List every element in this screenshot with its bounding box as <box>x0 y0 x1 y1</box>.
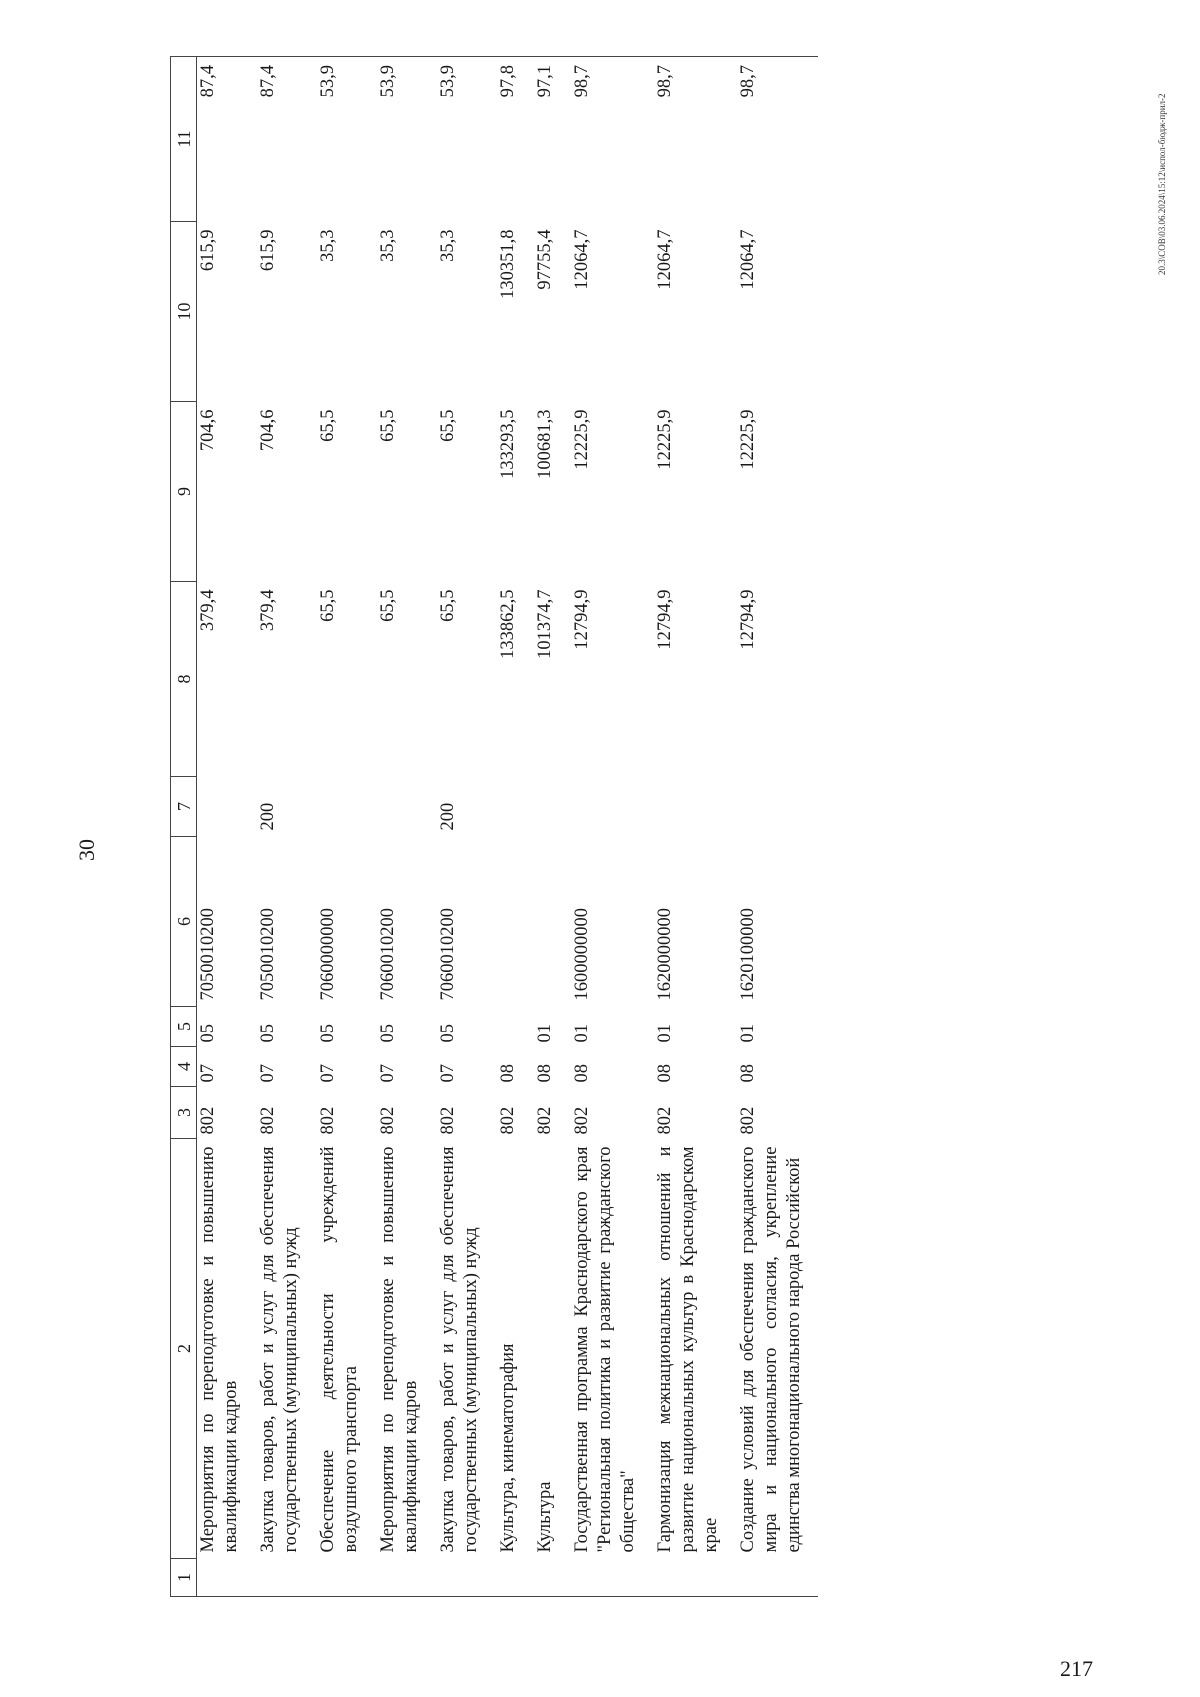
cell-col-3: 802 <box>738 1106 758 1135</box>
header-cell-4: 4 <box>171 1047 197 1087</box>
header-cell-1: 1 <box>171 1559 197 1597</box>
cell-col-6 <box>495 837 532 1007</box>
header-cell-8: 8 <box>171 582 197 777</box>
cell-col-5: 05 <box>258 1024 278 1043</box>
cell-col-4: 07 <box>258 1064 278 1083</box>
cell-col-5: 05 <box>318 1024 338 1043</box>
cell-col-1 <box>255 1559 315 1597</box>
cell-col-9: 12225,9 <box>572 409 592 470</box>
header-cell-2: 2 <box>171 1139 197 1559</box>
cell-col-9: 704,6 <box>198 409 218 452</box>
cell-col-8: 133862,5 <box>498 589 518 659</box>
cell-col-11: 98,7 <box>569 57 652 222</box>
cell-col-4: 07 <box>198 1064 218 1083</box>
cell-col-10: 130351,8 <box>498 229 518 299</box>
cell-col-2: Создание условий для обеспечения гражданского мира и национального согласия, укрепление единства многонационального народа Российской <box>738 1146 804 1553</box>
header-cell-10: 10 <box>171 222 197 402</box>
budget-table <box>170 56 818 1597</box>
cell-col-9: 704,6 <box>258 409 278 452</box>
cell-col-7 <box>495 777 532 837</box>
budget-table-rotated <box>170 57 1110 1597</box>
cell-col-7 <box>532 777 569 837</box>
cell-col-11: 97,8 <box>495 57 532 222</box>
cell-col-9: 133293,5 <box>498 409 518 479</box>
cell-col-10: 12064,7 <box>572 229 592 290</box>
cell-col-3: 802 <box>655 1106 675 1135</box>
cell-col-6: 7050010200 <box>198 908 218 1001</box>
cell-col-6: 1620100000 <box>738 908 758 1001</box>
cell-col-10: 12064,7 <box>655 229 675 290</box>
header-cell-9: 9 <box>171 402 197 582</box>
cell-col-6: 7050010200 <box>258 908 278 1001</box>
cell-col-3: 802 <box>498 1106 518 1135</box>
table-row <box>435 57 495 1597</box>
cell-col-4: 07 <box>438 1064 458 1083</box>
cell-col-11: 53,9 <box>315 57 375 222</box>
cell-col-3: 802 <box>378 1106 398 1135</box>
cell-col-8: 379,4 <box>258 589 278 632</box>
cell-col-10: 615,9 <box>198 229 218 272</box>
cell-col-2: Гармонизация межнациональных отношений и развитие национальных культур в Краснодарском крае <box>655 1146 721 1553</box>
header-cell-3: 3 <box>171 1087 197 1139</box>
header-cell-6: 6 <box>171 837 197 1007</box>
cell-col-2: Культура, кинематография <box>498 1343 518 1553</box>
cell-col-2: Обеспечение деятельности учреждений воздушного транспорта <box>318 1146 361 1553</box>
table-row <box>255 57 315 1597</box>
sheet-number: 217 <box>1060 1656 1093 1681</box>
cell-col-6: 7060010200 <box>438 908 458 1001</box>
cell-col-6: 7060000000 <box>318 908 338 1001</box>
cell-col-9: 12225,9 <box>655 409 675 470</box>
cell-col-10: 97755,4 <box>535 229 555 290</box>
cell-col-9: 65,5 <box>378 409 398 442</box>
table-header-row <box>171 57 197 1597</box>
cell-col-6 <box>532 837 569 1007</box>
cell-col-5: 05 <box>198 1024 218 1043</box>
cell-col-1 <box>495 1559 532 1597</box>
cell-col-3: 802 <box>198 1106 218 1135</box>
cell-col-3: 802 <box>318 1106 338 1135</box>
cell-col-3: 802 <box>572 1106 592 1135</box>
cell-col-5: 01 <box>535 1024 555 1043</box>
cell-col-11: 98,7 <box>735 57 818 222</box>
cell-col-5: 05 <box>438 1024 458 1043</box>
cell-col-7 <box>375 777 435 837</box>
cell-col-2: Закупка товаров, работ и услуг для обеспечения государственных (муниципальных) нужд <box>258 1146 301 1553</box>
cell-col-5 <box>495 1007 532 1047</box>
cell-col-10: 12064,7 <box>738 229 758 290</box>
cell-col-6: 1620000000 <box>655 908 675 1001</box>
cell-col-7 <box>315 777 375 837</box>
cell-col-8: 65,5 <box>378 589 398 622</box>
cell-col-5: 05 <box>378 1024 398 1043</box>
cell-col-8: 12794,9 <box>738 589 758 650</box>
cell-col-5: 01 <box>655 1024 675 1043</box>
cell-col-4: 08 <box>655 1064 675 1083</box>
cell-col-1 <box>532 1559 569 1597</box>
table-row <box>375 57 435 1597</box>
cell-col-9: 65,5 <box>438 409 458 442</box>
cell-col-7: 200 <box>438 802 458 831</box>
cell-col-11: 53,9 <box>435 57 495 222</box>
cell-col-9: 12225,9 <box>738 409 758 470</box>
table-row <box>652 57 735 1597</box>
document-code: 20.3\СОВ\03.06.2024\15:12\испол-бюдж-прил-2 <box>1157 93 1167 275</box>
cell-col-4: 08 <box>572 1064 592 1083</box>
cell-col-4: 08 <box>535 1064 555 1083</box>
cell-col-11: 53,9 <box>375 57 435 222</box>
cell-col-10: 35,3 <box>318 229 338 262</box>
cell-col-4: 07 <box>378 1064 398 1083</box>
cell-col-1 <box>197 1559 256 1597</box>
cell-col-2: Государственная программа Краснодарского края "Региональная политика и развитие гражданского общества" <box>572 1146 638 1553</box>
cell-col-8: 12794,9 <box>572 589 592 650</box>
cell-col-8: 65,5 <box>438 589 458 622</box>
cell-col-2: Закупка товаров, работ и услуг для обеспечения государственных (муниципальных) нужд <box>438 1146 481 1553</box>
cell-col-2: Мероприятия по переподготовке и повышению квалификации кадров <box>198 1146 241 1553</box>
cell-col-8: 65,5 <box>318 589 338 622</box>
cell-col-2: Культура <box>535 1481 555 1553</box>
header-cell-11: 11 <box>171 57 197 222</box>
page-number: 30 <box>74 839 99 861</box>
cell-col-7 <box>569 777 652 837</box>
cell-col-3: 802 <box>438 1106 458 1135</box>
cell-col-7 <box>197 777 256 837</box>
cell-col-10: 35,3 <box>438 229 458 262</box>
cell-col-1 <box>435 1559 495 1597</box>
cell-col-1 <box>569 1559 652 1597</box>
cell-col-4: 08 <box>738 1064 758 1083</box>
cell-col-5: 01 <box>738 1024 758 1043</box>
table-body <box>197 57 819 1597</box>
table-row <box>197 57 256 1597</box>
table-row <box>569 57 652 1597</box>
cell-col-6: 7060010200 <box>378 908 398 1001</box>
cell-col-4: 08 <box>498 1064 518 1083</box>
header-cell-7: 7 <box>171 777 197 837</box>
cell-col-8: 12794,9 <box>655 589 675 650</box>
cell-col-9: 100681,3 <box>535 409 555 479</box>
cell-col-10: 35,3 <box>378 229 398 262</box>
cell-col-6: 1600000000 <box>572 908 592 1001</box>
cell-col-11: 98,7 <box>652 57 735 222</box>
cell-col-5: 01 <box>572 1024 592 1043</box>
cell-col-2: Мероприятия по переподготовке и повышению квалификации кадров <box>378 1146 421 1553</box>
cell-col-1 <box>375 1559 435 1597</box>
cell-col-11: 87,4 <box>197 57 256 222</box>
cell-col-11: 97,1 <box>532 57 569 222</box>
header-cell-5: 5 <box>171 1007 197 1047</box>
cell-col-3: 802 <box>258 1106 278 1135</box>
cell-col-7 <box>735 777 818 837</box>
cell-col-10: 615,9 <box>258 229 278 272</box>
table-row <box>735 57 818 1597</box>
cell-col-1 <box>315 1559 375 1597</box>
cell-col-1 <box>735 1559 818 1597</box>
cell-col-9: 65,5 <box>318 409 338 442</box>
cell-col-8: 101374,7 <box>535 589 555 659</box>
cell-col-8: 379,4 <box>198 589 218 632</box>
table-row <box>315 57 375 1597</box>
cell-col-7 <box>652 777 735 837</box>
cell-col-11: 87,4 <box>255 57 315 222</box>
table-row <box>532 57 569 1597</box>
cell-col-1 <box>652 1559 735 1597</box>
table-row <box>495 57 532 1597</box>
cell-col-3: 802 <box>535 1106 555 1135</box>
cell-col-4: 07 <box>318 1064 338 1083</box>
cell-col-7: 200 <box>258 802 278 831</box>
